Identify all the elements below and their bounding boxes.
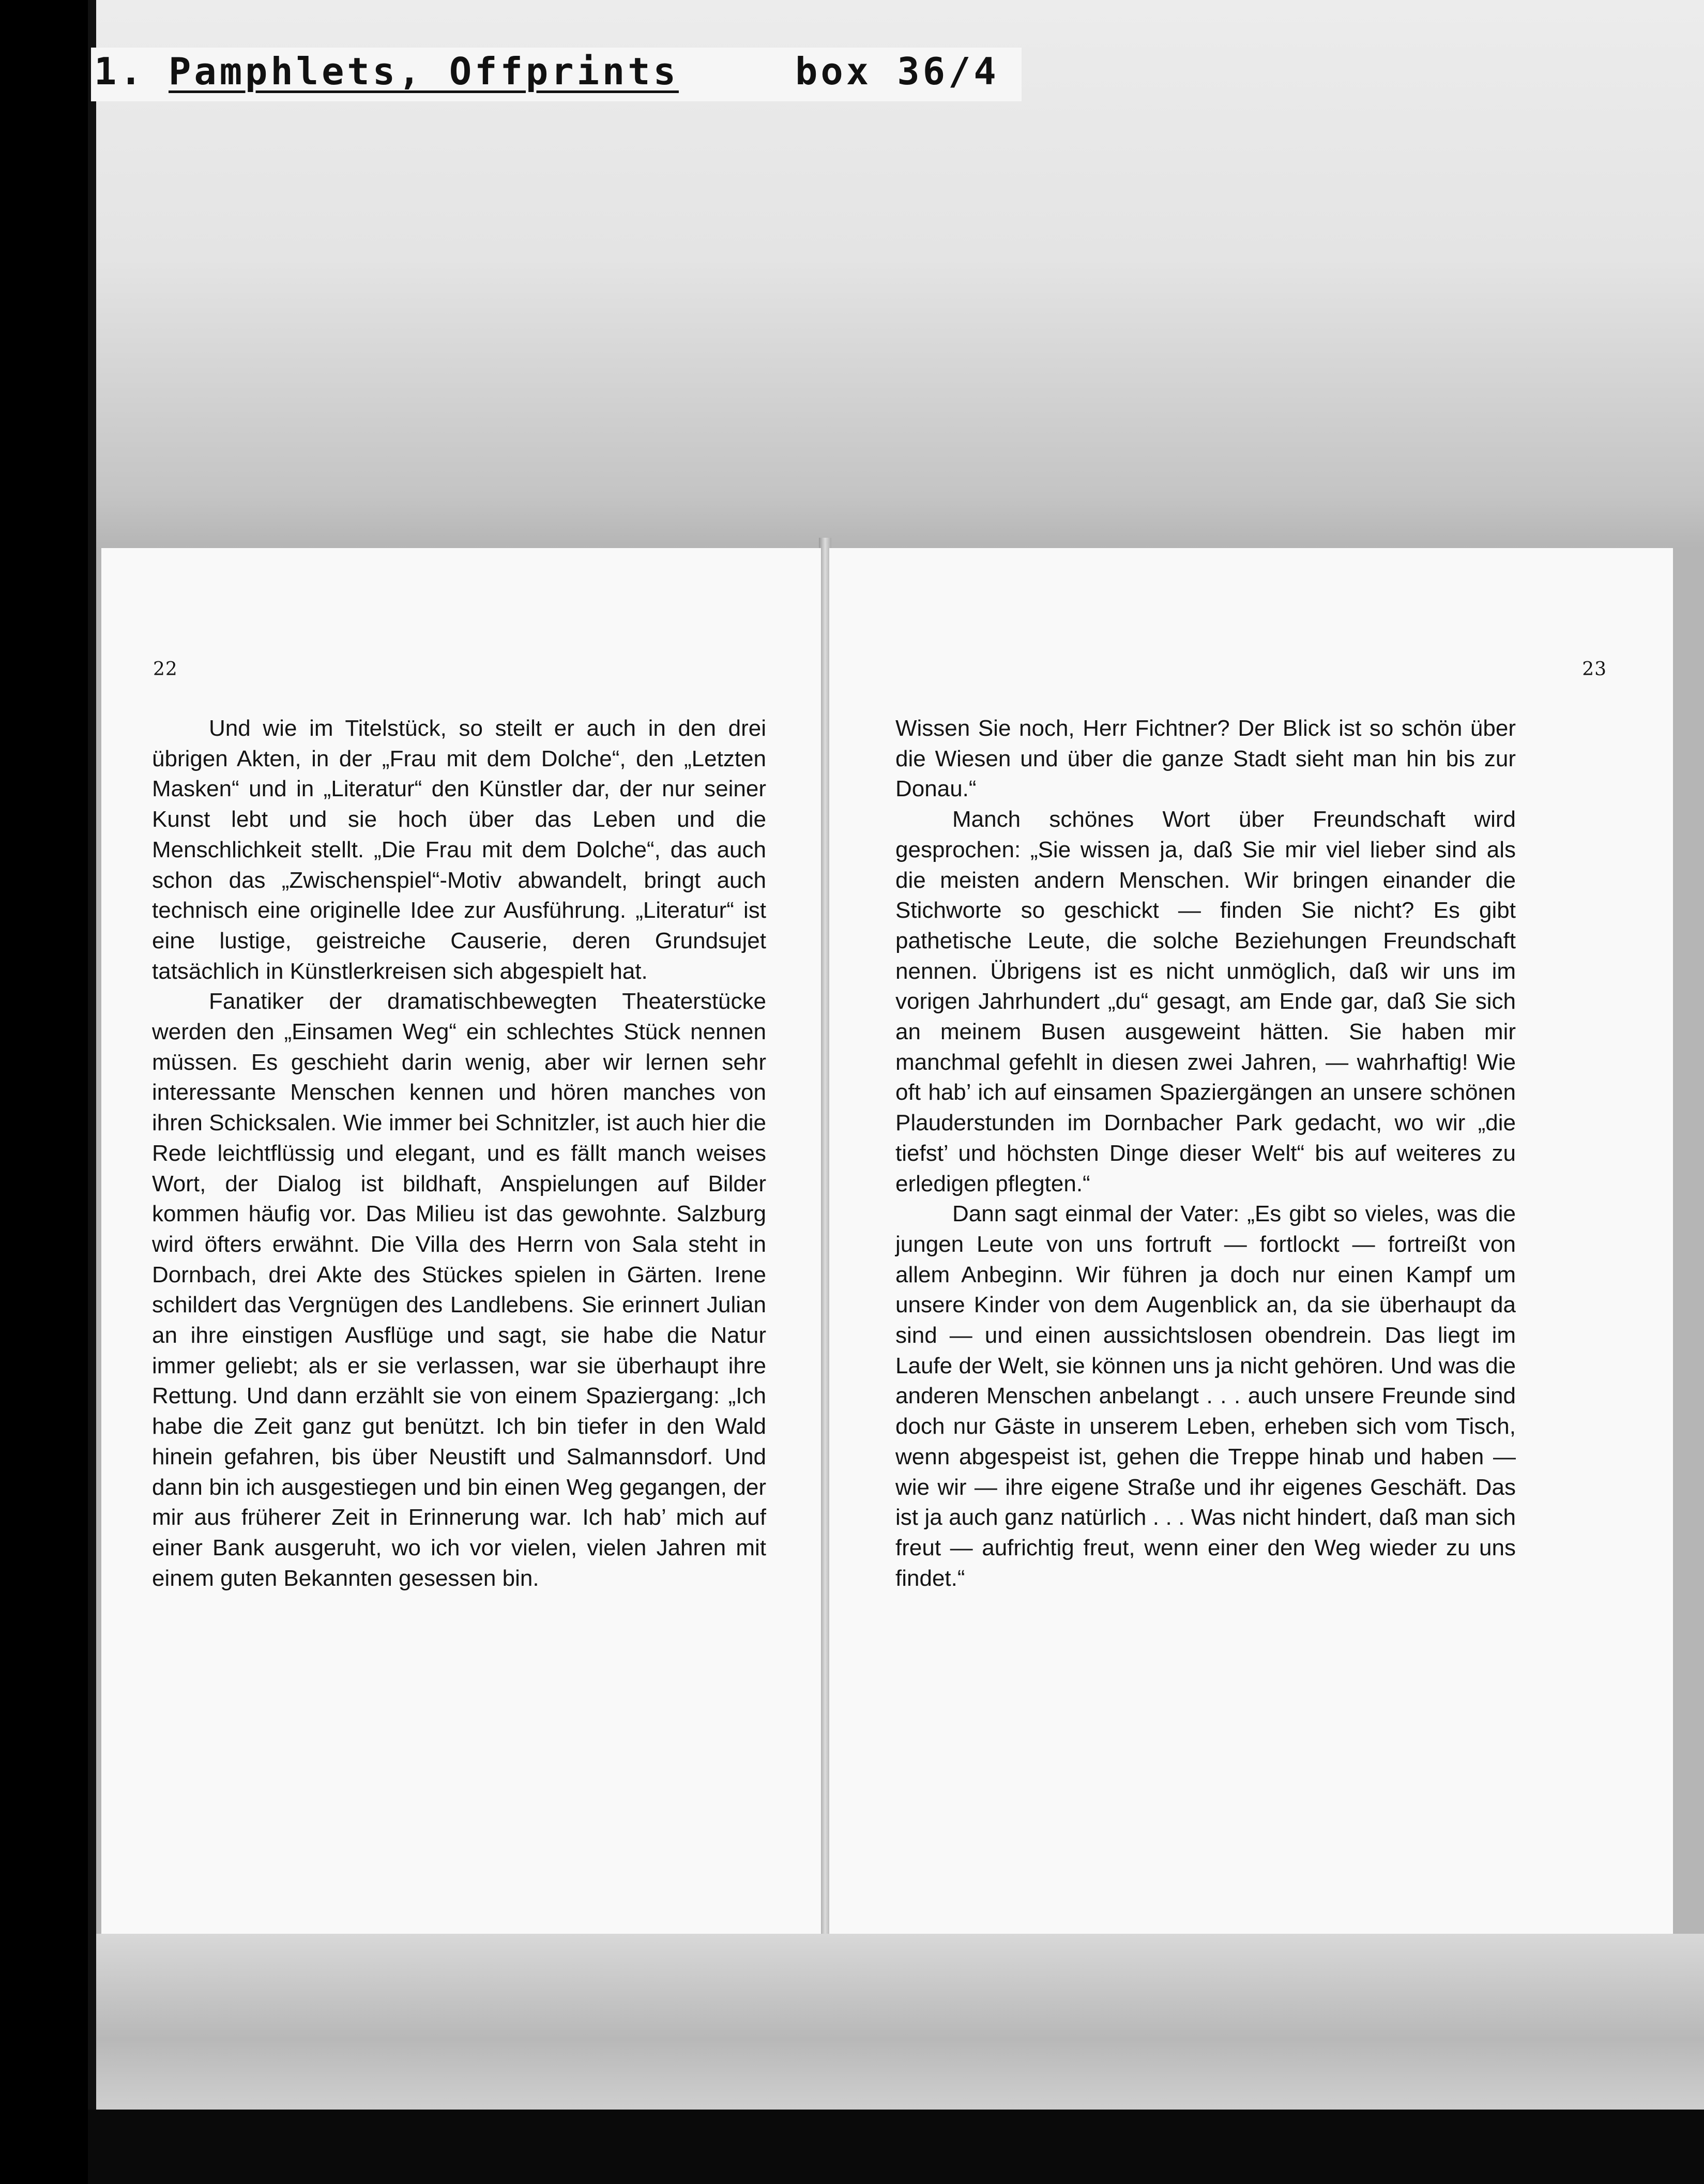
- left-text-column: [152, 714, 766, 1594]
- scan-border: [88, 0, 96, 2184]
- page-number-right: 23: [1582, 659, 1607, 680]
- right-text-column: [895, 714, 1516, 1594]
- paragraph: Dann sagt einmal der Vater: „Es gibt so vieles, was die jungen Leute von uns fortruft — fortlockt — fortreißt von allem Anbeginn. Wir führen ja doch nur einen Kampf um unsere Kinder von dem Augenblick an, da sie überhaupt da sind — und einen aussichtslosen obendrein. Das liegt im Laufe der Welt, sie können uns ja nicht gehören. Und was die anderen Menschen anbelangt . . . auch unsere Freunde sind doch nur Gäste in unserem Leben, erheben sich vom Tisch, wenn abgespeist ist, gehen die Treppe hinab und haben — wie wir — ihre eigene Straße und ihr eigenes Geschäft. Das ist ja auch ganz natürlich . . . Was nicht hindert, daß man sich freut — aufrichtig freut, wenn einer den Weg wieder zu uns findet.“: [895, 1201, 1516, 1591]
- label-box: box 36/4: [795, 50, 999, 93]
- left-page: [101, 548, 821, 1939]
- page-number-left: 22: [153, 659, 178, 680]
- paragraph: Und wie im Titelstück, so steilt er auch in den drei übrigen Akten, in der „Frau mit dem Dolche“, den „Letzten Masken“ und in „Literatur“ den Künstler dar, der nur seiner Kunst lebt und sie hoch über das Leben und die Menschlichkeit stellt. „Die Frau mit dem Dolche“, das auch schon das „Zwischenspiel“-Motiv abwandelt, bringt auch technisch eine originelle Idee zur Ausführung. „Literatur“ ist eine lustige, geistreiche Causerie, deren Grundsujet tatsächlich in Künstlerkreisen sich abgespielt hat.: [152, 716, 766, 984]
- archive-label: [91, 48, 1022, 101]
- folder-bottom-edge: [96, 1934, 1704, 2110]
- label-title: Pamphlets, Offprints: [169, 50, 679, 93]
- paragraph: Fanatiker der dramatischbewegten Theaterstücke werden den „Einsamen Weg“ ein schlechtes Stück nennen müssen. Es geschieht darin wenig, aber wir lernen sehr interessante Menschen kennen und hören manches von ihren Schicksalen. Wie immer bei Schnitzler, ist auch hier die Rede leichtflüssig und elegant, und es fällt manch weises Wort, der Dialog ist bildhaft, Anspielungen auf Bilder kommen häufig vor. Das Milieu ist das gewohnte. Salzburg wird öfters erwähnt. Die Villa des Herrn von Sala steht in Dornbach, drei Akte des Stückes spielen in Gärten. Irene schildert das Vergnügen des Landlebens. Sie erinnert Julian an ihre einstigen Ausflüge und sagt, sie habe die Natur immer geliebt; als er sie verlassen, war sie überhaupt ihre Rettung. Und dann erzählt sie von einem Spaziergang: „Ich habe die Zeit ganz gut benützt. Ich bin tiefer in den Wald hinein gefahren, bis über Neustift und Salmannsdorf. Und dann bin ich ausgestiegen und bin einen Weg gegangen, der mir aus früherer Zeit in Erinnerung war. Ich hab’ mich auf einer Bank ausgeruht, wo ich vor vielen, vielen Jahren mit einem guten Bekannten gesessen bin.: [152, 989, 766, 1591]
- label-number: 1.: [94, 50, 145, 93]
- paragraph: Wissen Sie noch, Herr Fichtner? Der Blick ist so schön über die Wiesen und über die ganze Stadt sieht man hin bis zur Donau.“: [895, 716, 1516, 802]
- scan-bottom-border: [88, 2110, 1704, 2184]
- right-page: [829, 548, 1673, 1939]
- paragraph: Manch schönes Wort über Freundschaft wird gesprochen: „Sie wissen ja, daß Sie mir viel lieber sind als die meisten andern Menschen. Wir bringen einander die Stichworte so geschickt — finden Sie nicht? Es gibt pathetische Leute, die solche Beziehungen Freundschaft nennen. Übrigens ist es nicht unmöglich, daß wir uns im vorigen Jahrhundert „du“ gesagt, am Ende gar, daß Sie sich an meinem Busen ausgeweint hätten. Sie haben mir manchmal gefehlt in diesen zwei Jahren, — wahrhaftig! Wie oft hab’ ich auf einsamen Spaziergängen an unsere schönen Plauderstunden im Dornbacher Park gedacht, wo wir „die tiefst’ und höchsten Dinge dieser Welt“ bis auf weiteres zu erledigen pflegten.“: [895, 807, 1516, 1196]
